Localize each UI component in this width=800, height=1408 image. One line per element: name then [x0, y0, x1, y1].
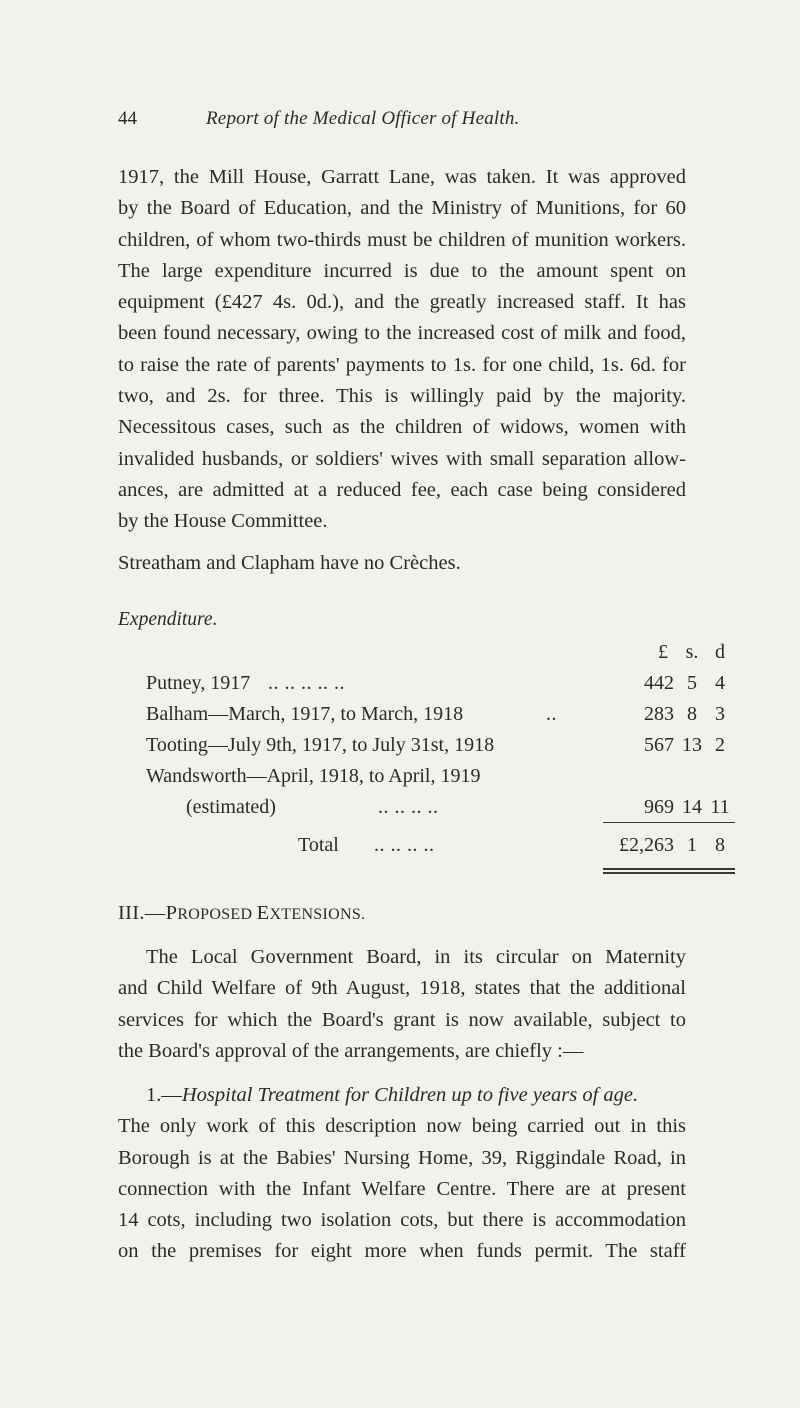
- amount-pence: 4: [715, 672, 725, 694]
- text-line: and Child Welfare of 9th August, 1918, states that the additional: [118, 977, 686, 1000]
- expenditure-heading: Expenditure.: [118, 609, 218, 630]
- amount-pence: 3: [715, 703, 725, 725]
- column-header-pence: d: [715, 641, 725, 663]
- column-header-pounds: £: [658, 641, 668, 663]
- row-label: Balham—March, 1917, to March, 1918: [146, 703, 464, 725]
- leader-dots: ..: [546, 703, 557, 725]
- total-pence: 8: [715, 834, 725, 856]
- text-line: The only work of this description now being carried out in this: [118, 1115, 686, 1138]
- text-line: two, and 2s. for three. This is willingly paid by the majority.: [118, 385, 686, 408]
- table-row: [146, 734, 736, 764]
- leader-dots: .. .. .. .. ..: [268, 672, 345, 694]
- amount-shillings: 13: [682, 734, 702, 756]
- amount-pounds: 442: [644, 672, 674, 694]
- text-line: connection with the Infant Welfare Centre. There are at present: [118, 1177, 686, 1200]
- text-line: equipment (£427 4s. 0d.), and the greatly increased staff. It has: [118, 291, 686, 314]
- section-title-smallcaps: ROPOSED: [177, 906, 257, 923]
- row-label: (estimated): [186, 796, 276, 818]
- running-title: Report of the Medical Officer of Health.: [206, 108, 520, 129]
- total-shillings: 1: [687, 834, 697, 856]
- amount-pounds: 567: [644, 734, 674, 756]
- total-pounds: £2,263: [619, 834, 674, 856]
- text-line: by the House Committee.: [118, 510, 328, 533]
- subtotal-rule: [603, 822, 735, 823]
- text-line: invalided husbands, or soldiers' wives with small separation allow-: [118, 447, 686, 470]
- section-title-smallcaps: XTENSIONS.: [269, 906, 366, 923]
- text-line: the Board's approval of the arrangements, are chiefly :—: [118, 1039, 584, 1062]
- page-number: 44: [118, 108, 137, 129]
- text-line: to raise the rate of parents' payments to 1s. for one child, 1s. 6d. for: [118, 353, 686, 376]
- text-line: Borough is at the Babies' Nursing Home, 39, Riggindale Road, in: [118, 1146, 686, 1169]
- section-numeral: III.—: [118, 902, 166, 924]
- creches-note: Streatham and Clapham have no Crèches.: [118, 552, 461, 574]
- row-label: Tooting—July 9th, 1917, to July 31st, 1918: [146, 734, 495, 756]
- text-line: by the Board of Education, and the Ministry of Munitions, for 60: [118, 197, 686, 220]
- text-line: Necessitous cases, such as the children of widows, women with: [118, 416, 686, 439]
- section-title-initial: P: [165, 902, 178, 924]
- amount-pounds: 283: [644, 703, 674, 725]
- text-line: The large expenditure incurred is due to the amount spent on: [118, 259, 686, 282]
- amount-pence: 11: [710, 796, 730, 818]
- total-label: Total: [298, 834, 339, 856]
- section-title-initial: E: [256, 902, 270, 924]
- row-label: Wandsworth—April, 1918, to April, 1919: [146, 765, 481, 787]
- row-label: Putney, 1917: [146, 672, 251, 694]
- amount-shillings: 8: [687, 703, 697, 725]
- paragraph-local-government-board: [118, 942, 686, 1067]
- amount-shillings: 14: [682, 796, 702, 818]
- text-line: services for which the Board's grant is now available, subject to: [118, 1008, 686, 1031]
- text-line: children, of whom two-thirds must be children of munition workers.: [118, 228, 686, 251]
- section-heading-proposed-extensions: [118, 902, 365, 925]
- text-line: ances, are admitted at a reduced fee, each case being considered: [118, 478, 686, 501]
- text-line: on the premises for eight more when funds permit. The staff: [118, 1240, 686, 1263]
- table-row: [146, 703, 736, 733]
- amount-shillings: 5: [687, 672, 697, 694]
- leader-dots: .. .. .. ..: [378, 796, 439, 818]
- table-column-headers: [146, 641, 736, 671]
- text-line: The Local Government Board, in its circular on Maternity: [146, 946, 686, 968]
- text-line: been found necessary, owing to the increased cost of milk and food,: [118, 322, 686, 345]
- paragraph-hospital-treatment: [118, 1080, 686, 1268]
- text-line: 1917, the Mill House, Garratt Lane, was taken. It was approved: [118, 166, 686, 188]
- total-row: [146, 834, 736, 864]
- text-line: 14 cots, including two isolation cots, but there is accommodation: [118, 1209, 686, 1232]
- table-row: [146, 765, 736, 795]
- amount-pence: 2: [715, 734, 725, 756]
- table-row: [146, 672, 736, 702]
- column-header-shillings: s.: [685, 641, 699, 663]
- text-line-heading: [118, 1080, 686, 1111]
- leader-dots: .. .. .. ..: [374, 834, 435, 856]
- total-double-rule: [603, 868, 735, 874]
- item-heading: Hospital Treatment for Children up to five years of age.: [181, 1084, 639, 1106]
- amount-pounds: 969: [644, 796, 674, 818]
- item-number: 1.—: [146, 1084, 182, 1106]
